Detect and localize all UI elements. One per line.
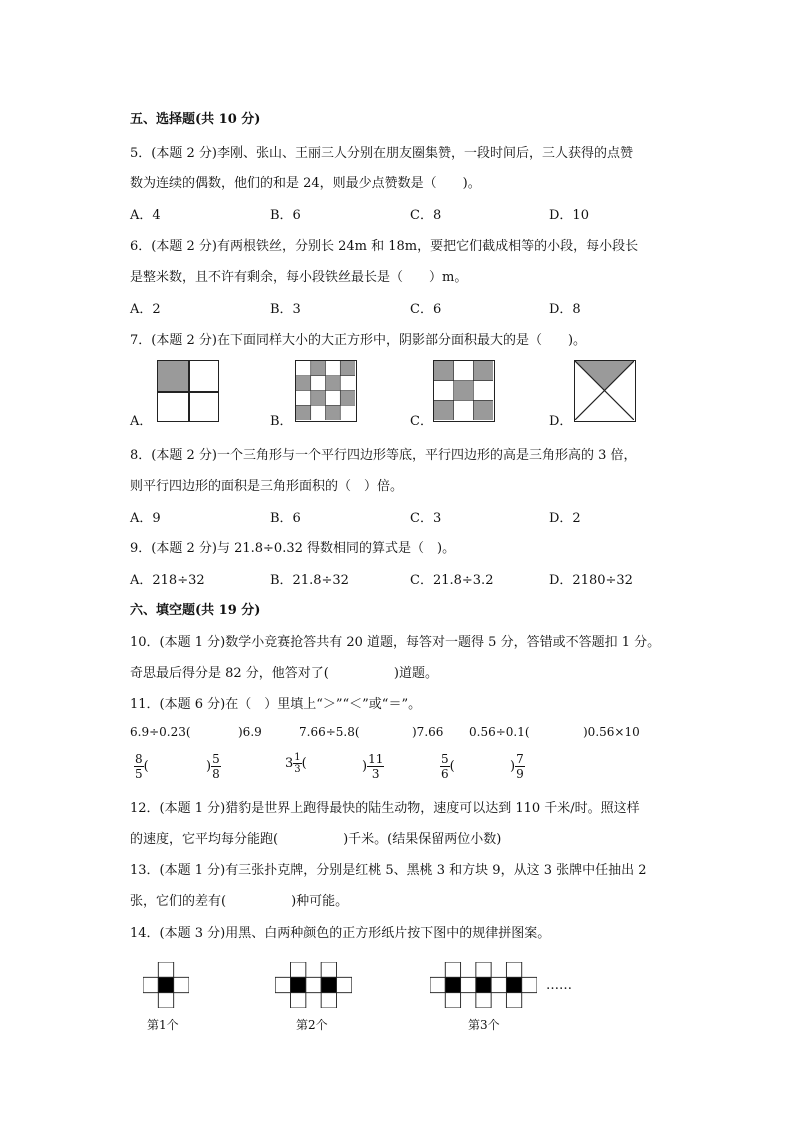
q8-option-a[interactable]: A．9 [130, 511, 161, 526]
q8-line1: 8．(本题 2 分)一个三角形与一个平行四边形等底，平行四边形的高是三角形高的 3 倍， [130, 448, 637, 463]
q5-line2: 数为连续的偶数，他们的和是 24，则最少点赞数是（ )。 [130, 176, 481, 191]
q7-option-b[interactable]: B． [270, 414, 293, 429]
fraction-5-6: $\frac{5}{6}$ [441, 752, 449, 781]
figure-a-hline [158, 391, 218, 393]
q9-option-b[interactable]: B．21.8÷32 [270, 573, 349, 588]
figure-d-square [574, 360, 636, 422]
q14-line1: 14．(本题 3 分)用黑、白两种颜色的正方形纸片按下图中的规律拼图案。 [130, 926, 551, 941]
q7-option-d[interactable]: D． [549, 414, 573, 429]
q5-option-c[interactable]: C．8 [410, 208, 442, 223]
q11-frac-item1-right: ) $\frac{5}{8}$ [206, 752, 220, 781]
q7-option-c[interactable]: C． [410, 414, 433, 429]
q9-option-d[interactable]: D．2180÷32 [549, 573, 633, 588]
q5-option-b[interactable]: B．6 [270, 208, 301, 223]
q11-item3-left: 0.56÷0.1( [469, 725, 530, 739]
q13-line1: 13．(本题 1 分)有三张扑克牌，分别是红桃 5、黑桃 3 和方块 9，从这 3 张牌中任抽出 2 [130, 863, 647, 878]
pattern-2-label: 第2个 [296, 1018, 328, 1032]
pattern-3 [430, 962, 537, 1008]
figure-b-square [295, 360, 357, 422]
q11-frac-item1: $\frac{8}{5}$ ( [135, 752, 149, 781]
figure-a-square [157, 360, 219, 422]
q10-line1: 10．(本题 1 分)数学小竞赛抢答共有 20 道题，每答对一题得 5 分，答错或不答题扣 1 分。 [130, 635, 661, 650]
q8-line2: 则平行四边形的面积是三角形面积的（ ）倍。 [130, 479, 404, 494]
figure-b-grid [296, 361, 355, 420]
q9-option-c[interactable]: C．21.8÷3.2 [410, 573, 494, 588]
fraction-1-3: $\frac{1}{3}$ [294, 752, 301, 775]
q11-item3-right: )0.56×10 [583, 725, 640, 739]
q7-option-a[interactable]: A． [130, 414, 153, 429]
q12-line2: 的速度，它平均每分能跑( )千米。(结果保留两位小数) [130, 832, 502, 847]
q11-frac-item2: 3 $\frac{1}{3}$ ( [285, 752, 307, 775]
fraction-8-5: $\frac{8}{5}$ [135, 752, 143, 781]
fraction-5-8: $\frac{5}{8}$ [212, 752, 220, 781]
q8-option-d[interactable]: D．2 [549, 511, 581, 526]
q6-line1: 6．(本题 2 分)有两根铁丝，分别长 24m 和 18m，要把它们截成相等的小段，每小段长 [130, 239, 639, 254]
q11-line1: 11．(本题 6 分)在（ ）里填上“＞”“＜”或“＝”。 [130, 697, 422, 712]
q8-option-b[interactable]: B．6 [270, 511, 301, 526]
q6-option-b[interactable]: B．3 [270, 302, 301, 317]
q6-option-d[interactable]: D．8 [549, 302, 581, 317]
q9-option-a[interactable]: A．218÷32 [130, 573, 205, 588]
q11-item2-right: )7.66 [412, 725, 444, 739]
q7-line1: 7．(本题 2 分)在下面同样大小的大正方形中，阴影部分面积最大的是（ )。 [130, 333, 587, 348]
fraction-7-9: $\frac{7}{9}$ [516, 752, 524, 781]
q11-item2-left: 7.66÷5.8( [299, 725, 360, 739]
q5-option-a[interactable]: A．4 [130, 208, 161, 223]
pattern-2 [275, 962, 352, 1008]
figure-c-grid [434, 361, 493, 420]
q5-line1: 5．(本题 2 分)李刚、张山、王丽三人分别在朋友圈集赞，一段时间后，三人获得的点赞 [130, 146, 633, 161]
ellipsis: …… [546, 978, 572, 993]
section-title-fill: 六、填空题(共 19 分) [130, 603, 261, 618]
q11-frac-item2-right: ) $\frac{11}{3}$ [362, 752, 384, 781]
q11-item1-left: 6.9÷0.23( [130, 725, 191, 739]
figure-d-diagonals [575, 361, 634, 420]
q13-line2: 张，它们的差有( )种可能。 [130, 894, 349, 909]
q12-line1: 12．(本题 1 分)猎豹是世界上跑得最快的陆生动物，速度可以达到 110 千米/时。照这样 [130, 801, 640, 816]
q11-frac-item3: $\frac{5}{6}$ ( [441, 752, 455, 781]
figure-c-square [433, 360, 495, 422]
pattern-1 [143, 962, 189, 1008]
pattern-1-label: 第1个 [147, 1018, 179, 1032]
q6-option-a[interactable]: A．2 [130, 302, 161, 317]
q11-item1-right: )6.9 [238, 725, 262, 739]
q8-option-c[interactable]: C．3 [410, 511, 442, 526]
figure-a-shaded-cell [158, 361, 188, 391]
section-title-choice: 五、选择题(共 10 分) [130, 112, 261, 127]
q5-option-d[interactable]: D．10 [549, 208, 589, 223]
q6-line2: 是整米数，且不许有剩余，每小段铁丝最长是（ ）m。 [130, 270, 468, 285]
fraction-11-3: $\frac{11}{3}$ [368, 752, 384, 781]
q6-option-c[interactable]: C．6 [410, 302, 442, 317]
q9-line1: 9．(本题 2 分)与 21.8÷0.32 得数相同的算式是（ )。 [130, 541, 456, 556]
q11-frac-item3-right: ) $\frac{7}{9}$ [510, 752, 524, 781]
pattern-3-label: 第3个 [468, 1018, 500, 1032]
q10-line2: 奇思最后得分是 82 分，他答对了( )道题。 [130, 666, 438, 681]
